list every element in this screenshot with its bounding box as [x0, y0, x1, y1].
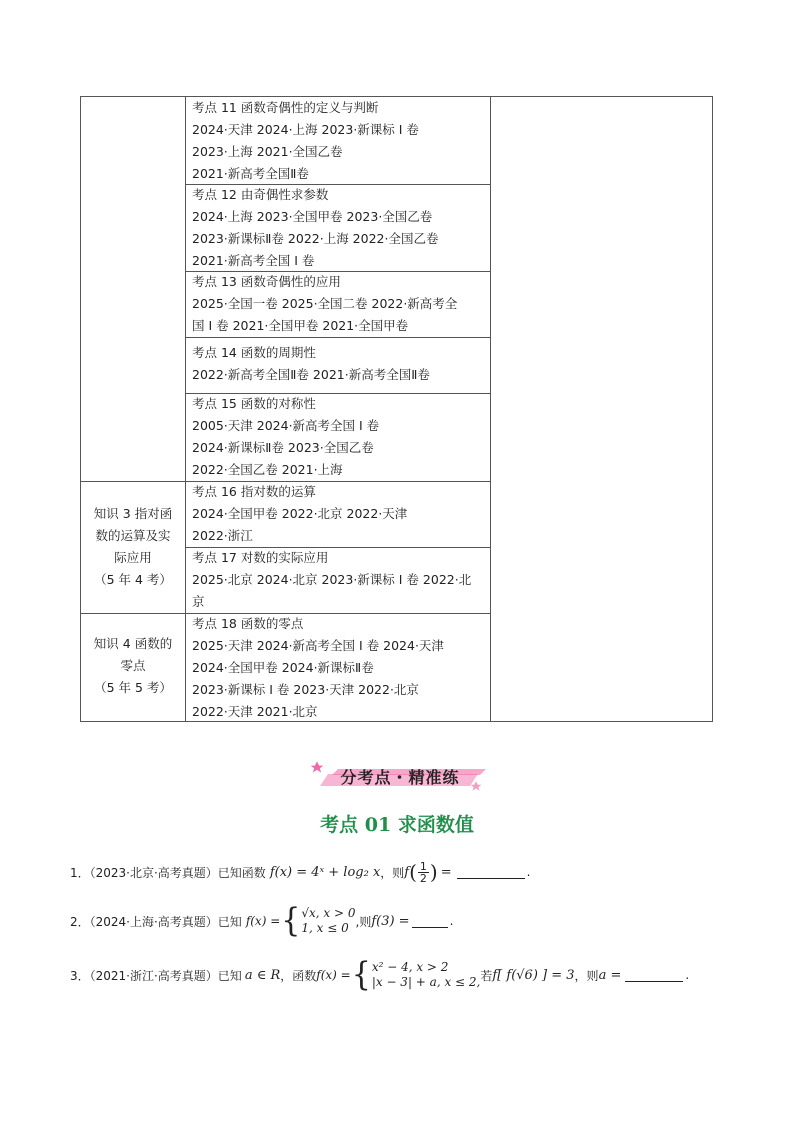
exam-point-table: [80, 96, 713, 722]
formula: f: [404, 864, 410, 880]
question-prefix: 2．（2024·上海·高考真题）已知: [70, 914, 242, 929]
table-row: 考点 11 函数奇偶性的定义与判断 2024·天津 2024·上海 2023·新课标 I 卷 2023·上海 2021·全国乙卷 2021·新高考全国Ⅱ卷: [192, 100, 419, 181]
table-row: 考点 18 函数的零点 2025·天津 2024·新高考全国 I 卷 2024·天津 2024·全国甲卷 2024·新课标Ⅱ卷 2023·新课标 I 卷 2023·天津 2022·北京 2022·天津 2021·北京: [192, 616, 444, 719]
fraction: $\frac{1}{2}$: [419, 859, 427, 885]
question-text: ，则: [380, 865, 405, 880]
answer-blank[interactable]: [625, 969, 683, 982]
banner-title: 分考点・精准练: [340, 768, 460, 787]
question-2: 2．（2024·上海·高考真题）已知 f(x) = { √x, x > 0 1, x ≤ 0 ,则 f(3) = .: [70, 901, 454, 940]
table-divider: [185, 97, 186, 721]
answer-blank[interactable]: [412, 915, 448, 928]
table-row: 考点 12 由奇偶性求参数 2024·上海 2023·全国甲卷 2023·全国乙卷 2023·新课标Ⅱ卷 2022·上海 2022·全国乙卷 2021·新高考全国 I 卷: [192, 187, 439, 268]
knowledge-cell: 知识 3 指对函 数的运算及实 际应用 （5 年 4 考）: [93, 506, 173, 587]
table-row: 考点 13 函数奇偶性的应用 2025·全国一卷 2025·全国二卷 2022·新高考全 国 I 卷 2021·全国甲卷 2021·全国甲卷: [192, 274, 458, 333]
question-3: 3．（2021·浙江·高考真题）已知 a ∈ R ，函数 f(x) = { x² − 4, x > 2 |x − 3| + a, x ≤ 2, 若 f[ f(√6) ] = 3 ，则 a = .: [70, 955, 690, 994]
piecewise-function: f(x) = { √x, x > 0 1, x ≤ 0: [245, 901, 356, 940]
question-prefix: 3．（2021·浙江·高考真题）已知: [70, 968, 242, 983]
piecewise-function: f(x) = { x² − 4, x > 2 |x − 3| + a, x ≤ 2,: [316, 955, 481, 994]
table-row: 考点 16 指对数的运算 2024·全国甲卷 2022·北京 2022·天津 2022·浙江: [192, 484, 408, 543]
question-prefix: 1．（2023·北京·高考真题）已知函数: [70, 865, 266, 880]
answer-blank[interactable]: [457, 866, 525, 879]
table-row: 考点 14 函数的周期性 2022·新高考全国Ⅱ卷 2021·新高考全国Ⅱ卷: [192, 345, 430, 382]
table-row: 考点 17 对数的实际应用 2025·北京 2024·北京 2023·新课标 I 卷 2022·北 京: [192, 550, 472, 609]
question-1: 1．（2023·北京·高考真题）已知函数 f(x) = 4ˣ + log₂ x ，则 f ( $\frac{1}{2}$ ) = .: [70, 859, 531, 885]
section-banner: [310, 760, 490, 794]
table-row: 考点 15 函数的对称性 2005·天津 2024·新高考全国 I 卷 2024·新课标Ⅱ卷 2023·全国乙卷 2022·全国乙卷 2021·上海: [192, 396, 380, 477]
knowledge-cell: 知识 4 函数的 零点 （5 年 5 考）: [93, 636, 173, 695]
formula: f(x) = 4ˣ + log₂ x: [269, 864, 381, 880]
section-heading: 考点 01 求函数值: [320, 814, 474, 836]
